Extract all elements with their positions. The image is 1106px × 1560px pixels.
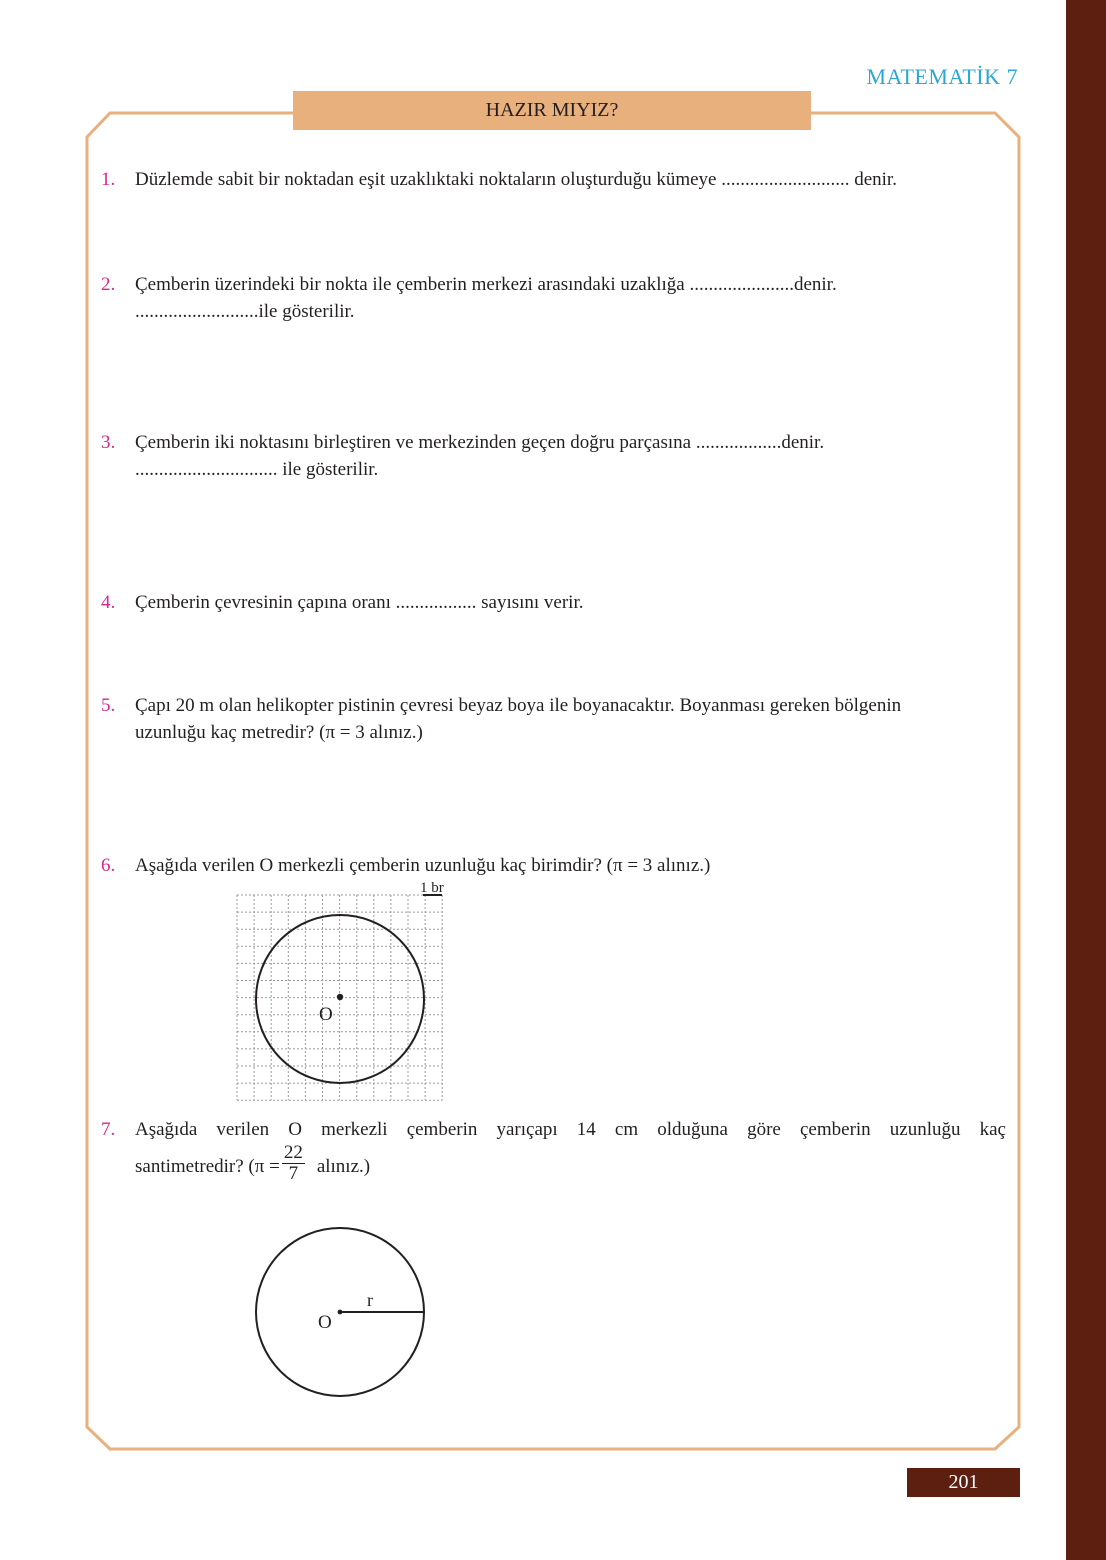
figure-6-grid-circle bbox=[230, 875, 455, 1105]
question-text-line2: .............................. ile gösterilir. bbox=[135, 459, 379, 480]
question-number: 7. bbox=[101, 1119, 116, 1140]
question-text-suffix: alınız.) bbox=[316, 1155, 371, 1177]
question-text-line2 bbox=[135, 1142, 1006, 1188]
question-text: Çemberin üzerindeki bir nokta ile çemberin merkezi arasındaki uzaklığa ......................denir. bbox=[135, 274, 837, 295]
figure-7-circle-radius bbox=[245, 1220, 440, 1410]
question-number: 3. bbox=[101, 432, 116, 453]
question-number: 6. bbox=[101, 855, 116, 876]
question-number: 1. bbox=[101, 169, 116, 190]
page-number: 201 bbox=[907, 1468, 1020, 1497]
question-text-line2: uzunluğu kaç metredir? (π = 3 alınız.) bbox=[135, 722, 423, 743]
center-label: O bbox=[318, 1312, 332, 1333]
question-1 bbox=[101, 166, 1006, 193]
question-text: Düzlemde sabit bir noktadan eşit uzaklıktaki noktaların oluşturduğu kümeye ........................... denir. bbox=[135, 169, 897, 190]
question-number: 4. bbox=[101, 592, 116, 613]
question-text-line2: ..........................ile gösterilir. bbox=[135, 301, 355, 322]
unit-label: 1 br bbox=[420, 880, 444, 896]
section-banner: HAZIR MIYIZ? bbox=[293, 91, 811, 130]
question-text-prefix: santimetredir? (π = bbox=[135, 1155, 280, 1177]
question-2 bbox=[101, 271, 1006, 325]
question-text: Çemberin çevresinin çapına oranı ................. sayısını verir. bbox=[135, 592, 584, 613]
side-band bbox=[1066, 0, 1106, 1560]
question-number: 2. bbox=[101, 274, 116, 295]
question-4 bbox=[101, 589, 1006, 616]
fraction-numerator: 22 bbox=[283, 1142, 303, 1163]
pi-fraction bbox=[282, 1143, 305, 1184]
question-text: Çapı 20 m olan helikopter pistinin çevresi beyaz boya ile boyanacaktır. Boyanması gereken bölgenin bbox=[135, 695, 902, 716]
question-7 bbox=[101, 1116, 1006, 1188]
center-point bbox=[337, 994, 343, 1000]
question-text: Aşağıda verilen O merkezli çemberin uzunluğu kaç birimdir? (π = 3 alınız.) bbox=[135, 855, 711, 876]
question-5 bbox=[101, 692, 1006, 746]
question-number: 5. bbox=[101, 695, 116, 716]
subject-header: MATEMATİK 7 bbox=[866, 64, 1018, 89]
fraction-denominator: 7 bbox=[288, 1163, 299, 1184]
question-text: Çemberin iki noktasını birleştiren ve merkezinden geçen doğru parçasına ..................denir. bbox=[135, 432, 825, 453]
question-text: Aşağıda verilen O merkezli çemberin yarıçapı 14 cm olduğuna göre çemberin uzunluğu kaç bbox=[135, 1119, 1006, 1140]
center-label: O bbox=[319, 1004, 333, 1025]
radius-label: r bbox=[367, 1290, 373, 1310]
question-3 bbox=[101, 429, 1006, 483]
